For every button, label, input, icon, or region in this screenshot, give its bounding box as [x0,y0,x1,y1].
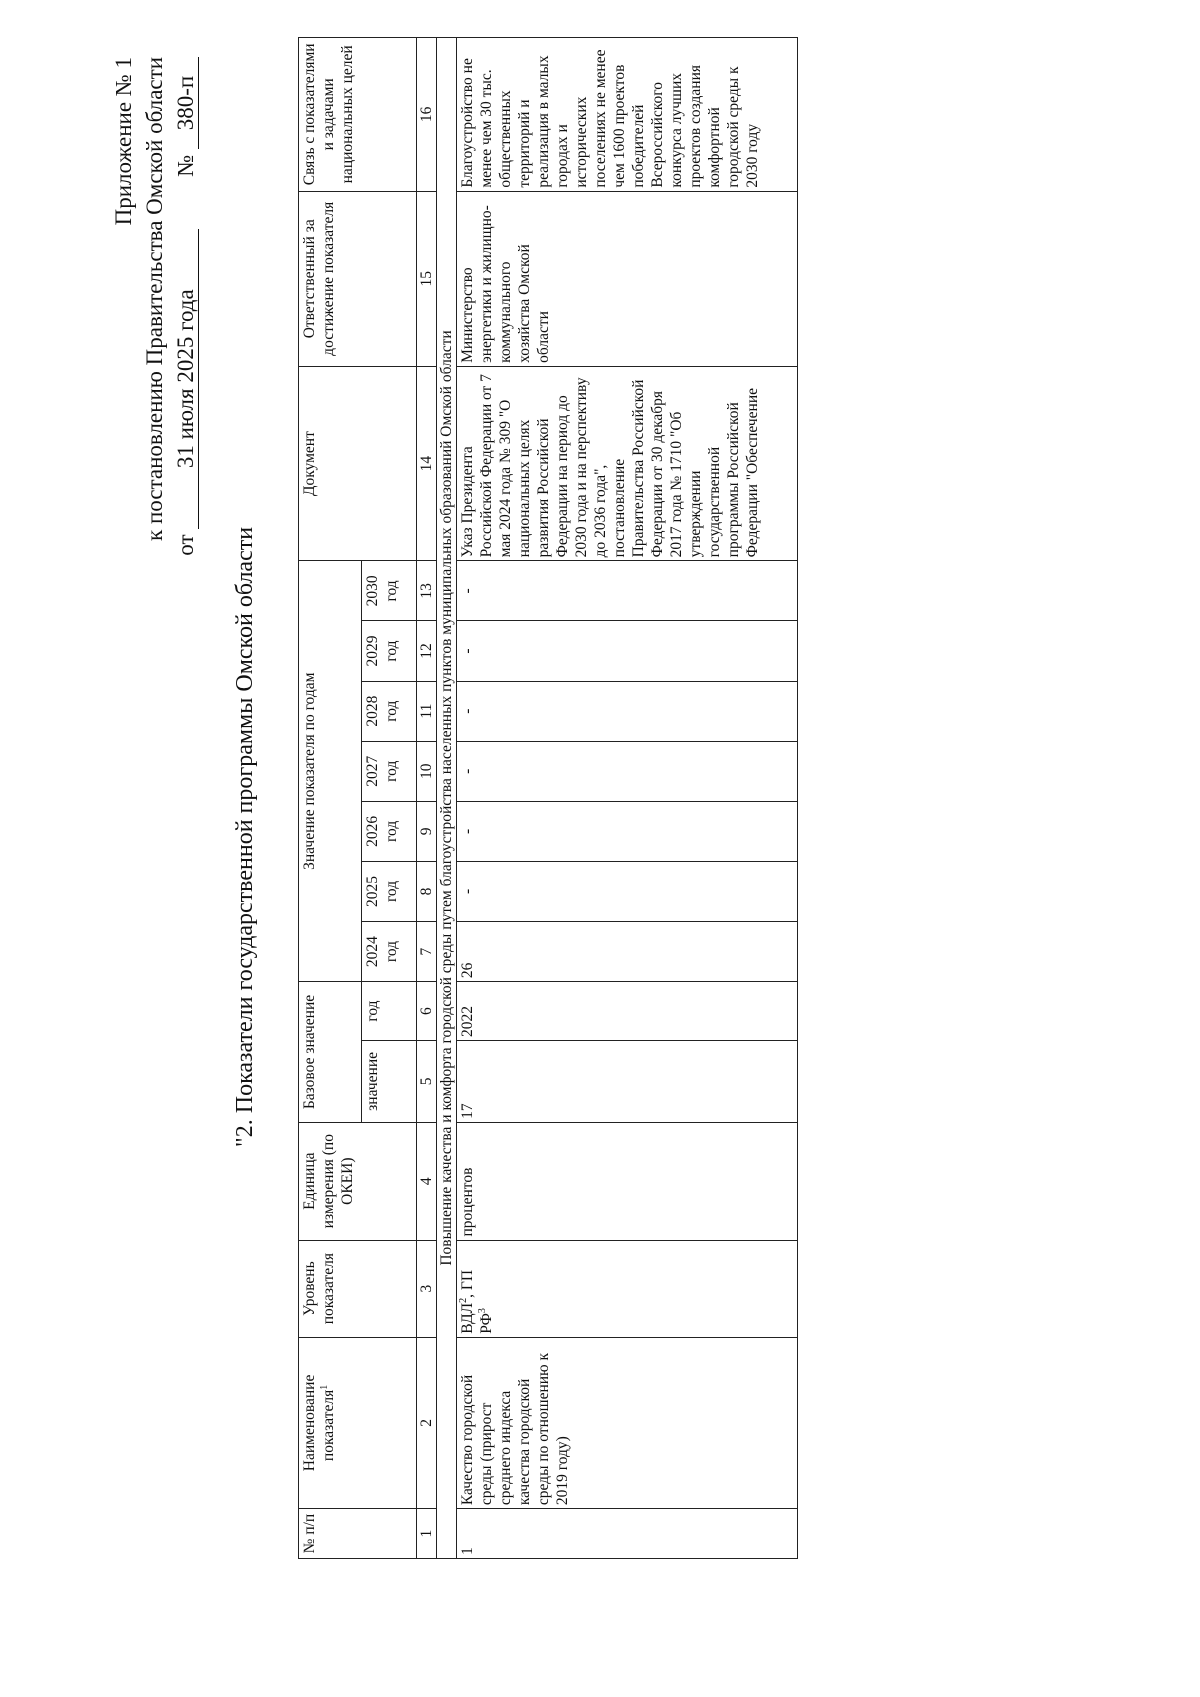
appendix-resolution: к постановлению Правительства Омской области [142,57,167,541]
column-number: 7 [417,922,437,982]
table-row [457,38,798,1559]
column-number: 11 [417,681,437,741]
row-value-2026: - [457,801,798,861]
column-number: 1 [417,1509,437,1559]
header-year: 2024 год [362,922,417,982]
resolution-date: 31 июля 2025 года [174,229,199,529]
row-value-2024: 26 [457,922,798,982]
column-number: 14 [417,366,437,560]
column-number: 5 [417,1040,437,1122]
row-value-2028: - [457,681,798,741]
header-year: 2026 год [362,801,417,861]
header-level: Уровень показателя [299,1240,417,1337]
column-number: 13 [417,561,437,621]
column-number: 10 [417,741,437,801]
column-number: 8 [417,861,437,921]
row-value-2030: - [457,561,798,621]
column-number: 12 [417,621,437,681]
header-document: Документ [299,366,417,560]
column-number: 9 [417,801,437,861]
from-label: от [173,534,198,556]
header-year: 2027 год [362,741,417,801]
column-number: 6 [417,982,437,1041]
row-value-2025: - [457,861,798,921]
header-unit: Единица измерения (по ОКЕИ) [299,1122,417,1240]
appendix-date-line [170,57,201,677]
header-year: 2025 год [362,861,417,921]
column-number: 15 [417,191,437,366]
row-value-2027: - [457,741,798,801]
row-base-year: 2022 [457,982,798,1041]
header-year: 2028 год [362,681,417,741]
row-document: Указ Президента Российской Федерации от 7 мая 2024 года № 309 "О национальных целях развития Российской Федерации на период до 2030 года и на перспективу до 2036 года", постановление Правительства Российской Федерации от 30 декабря 2017 года № 1710 "Об утверждении государственной программы Российской Федерации "Обеспечение [457,366,798,560]
number-label: № [173,154,198,177]
header-base-value: значение [362,1040,417,1122]
column-number: 3 [417,1240,437,1337]
section-title: Повышение качества и комфорта городской среды путем благоустройства населенных пунктов муниципальных образований Омской области [437,38,457,1559]
header-link: Связь с показателями и задачами национальных целей [299,38,417,192]
row-num: 1 [457,1509,798,1559]
page-title: "2. Показатели государственной программы Омской области [232,526,258,1148]
row-value-2029: - [457,621,798,681]
column-number: 4 [417,1122,437,1240]
column-number: 16 [417,38,437,192]
header-base-year: год [362,982,417,1041]
indicators-table [298,37,798,1559]
header-name: Наименование показателя$^1$ [299,1337,417,1508]
row-responsible: Министерство энергетики и жилищно-коммунального хозяйства Омской области [457,191,798,366]
header-num: № п/п [299,1509,417,1559]
resolution-number: 380-п [174,57,199,149]
section-row [437,38,457,1559]
row-link: Благоустройство не менее чем 30 тыс. общественных территорий и реализация в малых городах и исторических поселениях не менее чем 1600 проектов победителей Всероссийского конкурса лучших проектов создания комфортной городской среды к 2030 году [457,38,798,192]
column-numbers-row [417,38,437,1559]
header-year: 2029 год [362,621,417,681]
column-number: 2 [417,1337,437,1508]
appendix-block [108,57,201,677]
appendix-title: Приложение № 1 [111,57,136,226]
header-responsible: Ответственный за достижение показателя [299,191,417,366]
row-level: ВДЛ$^2$, ГП $РФ^3$ [457,1240,798,1337]
row-name: Качество городской среды (прирост среднего индекса качества городской среды по отношению к 2019 году) [457,1337,798,1508]
header-year: 2030 год [362,561,417,621]
header-values: Значение показателя по годам [299,561,362,982]
row-unit: процентов [457,1122,798,1240]
header-base: Базовое значение [299,982,362,1123]
row-base-value: 17 [457,1040,798,1122]
